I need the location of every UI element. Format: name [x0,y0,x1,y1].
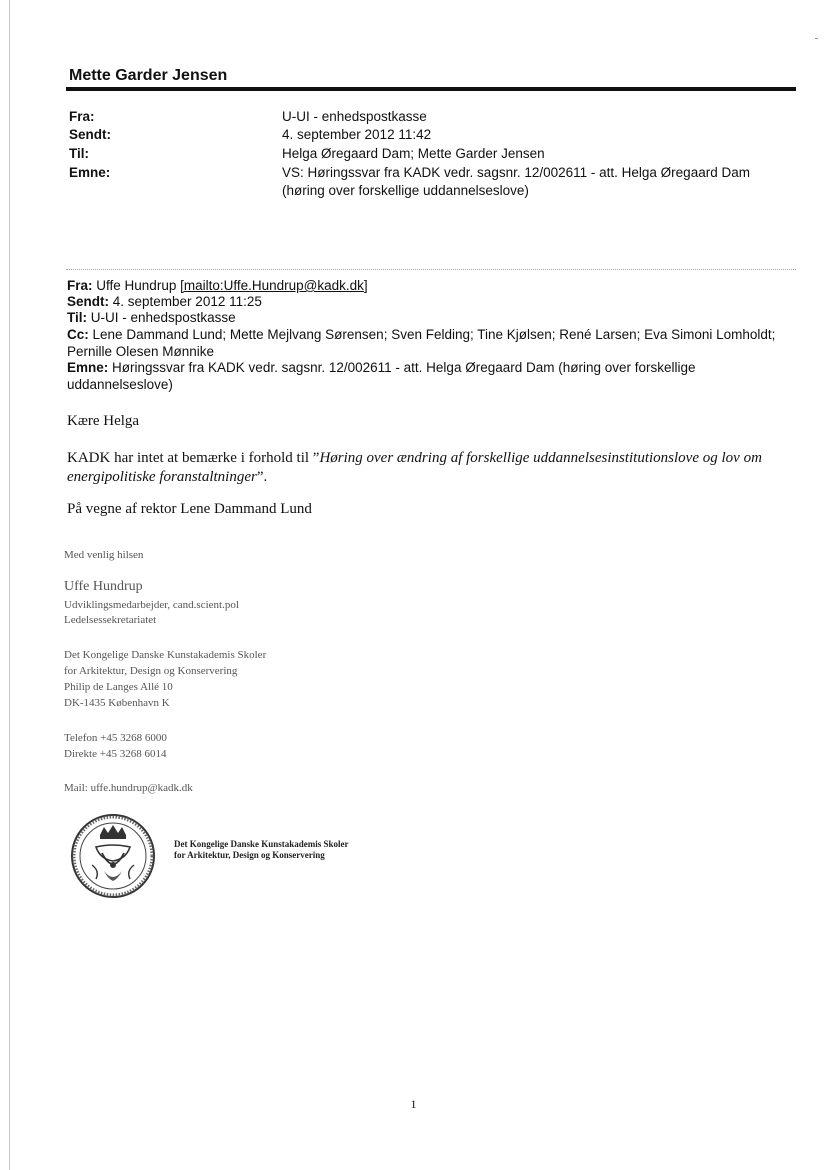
logo-line1: Det Kongelige Danske Kunstakademis Skoler [174,839,349,849]
academy-seal-icon [70,813,156,899]
logo-line2: for Arkitektur, Design og Konservering [174,850,325,860]
fwd-subject-line [67,359,802,376]
fwd-cc-value-cont: Pernille Olesen Mønnike [67,344,215,359]
fwd-subject-value: Høringssvar fra KADK vedr. sagsnr. 12/002611 - att. Helga Øregaard Dam (høring over forskellige [112,360,696,375]
to-value: Helga Øregaard Dam; Mette Garder Jensen [282,146,545,161]
fwd-cc-value: Lene Dammand Lund; Mette Mejlvang Sørensen; Sven Felding; Tine Kjølsen; René Larsen; Eva Simoni Lomholdt; [92,327,776,342]
body-lead: KADK har intet at bemærke i forhold til ” [67,450,320,466]
signature-phone: Telefon +45 3268 6000 [64,732,167,744]
signature-address2: DK-1435 København K [64,697,170,709]
signature-direct: Direkte +45 3268 6014 [64,748,167,760]
fwd-to-label: Til: [67,310,87,325]
page-number: 1 [410,1097,417,1111]
header-rule [66,87,796,91]
scan-edge-line [9,0,10,1170]
signature-org2: for Arkitektur, Design og Konservering [64,665,238,677]
on-behalf: På vegne af rektor Lene Dammand Lund [67,501,312,517]
signature-address1: Philip de Langes Allé 10 [64,681,173,693]
fwd-to-value: U-UI - enhedspostkasse [90,310,236,325]
fwd-sent-line [67,293,802,310]
signature-dept: Ledelsessekretariatet [64,614,157,626]
sent-label: Sendt: [69,127,111,142]
signature-title: Udviklingsmedarbejder, cand.scient.pol [64,599,239,611]
signature-name: Uffe Hundrup [64,579,143,594]
fwd-from-label: Fra: [67,278,93,293]
signature-org1: Det Kongelige Danske Kunstakademis Skoler [64,649,267,661]
subject-label: Emne: [69,165,111,180]
body-italic-title: Høring over ændring af forskellige uddannelsesinstitutionslove og lov om energipolitiske foranstaltninger [67,450,762,485]
fwd-cc-line [67,326,802,343]
fwd-subject-value-cont: uddannelseslove) [67,377,173,392]
print-header-name: Mette Garder Jensen [69,67,228,84]
fwd-to-line [67,309,802,326]
signature-mail: Mail: uffe.hundrup@kadk.dk [64,782,193,794]
fwd-sent-label: Sendt: [67,294,109,309]
letter-body [67,449,782,487]
subject-value: VS: Høringssvar fra KADK vedr. sagsnr. 12/002611 - att. Helga Øregaard Dam [282,165,750,180]
body-tail: ”. [256,469,268,485]
fwd-sent-value: 4. september 2012 11:25 [112,294,262,309]
scan-mark [815,38,818,39]
sent-value: 4. september 2012 11:42 [282,127,432,142]
subject-value-cont: (høring over forskellige uddannelseslove) [282,183,529,198]
fwd-subject-line-cont [67,376,802,393]
fwd-cc-line-cont [67,343,802,360]
fwd-from-value: Uffe Hundrup [96,278,177,293]
separator [66,269,796,270]
to-label: Til: [69,146,89,161]
fwd-from-line [67,277,802,294]
from-label: Fra: [69,109,95,124]
fwd-from-mailto-link[interactable]: [mailto:Uffe.Hundrup@kadk.dk] [180,278,368,293]
logo-text [174,839,349,861]
greeting: Kære Helga [67,413,140,429]
from-value: U-UI - enhedspostkasse [282,109,427,124]
fwd-subject-label: Emne: [67,360,109,375]
fwd-cc-label: Cc: [67,327,89,342]
closing: Med venlig hilsen [64,549,144,561]
